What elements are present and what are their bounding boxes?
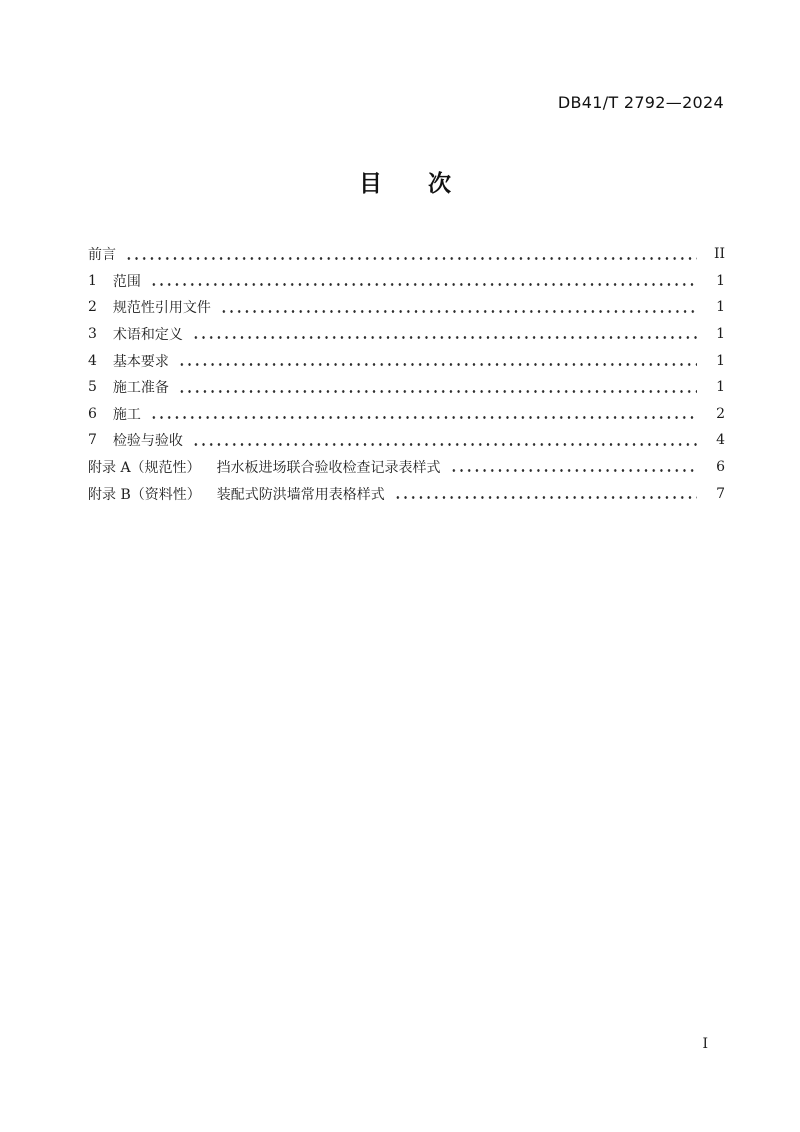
- toc-entry-page: 1: [716, 326, 725, 343]
- toc-entry-number: 4: [88, 352, 97, 369]
- dot-leader: [123, 241, 697, 268]
- toc-entry-page: 1: [716, 299, 725, 316]
- page-title: 目 次: [359, 171, 451, 197]
- toc-entry-inspection-acceptance[interactable]: [88, 427, 725, 454]
- toc-entry-appendix-b[interactable]: [88, 480, 725, 507]
- table-of-contents: [88, 241, 725, 507]
- toc-entry-title: 装配式防洪墙常用表格样式: [216, 486, 385, 503]
- dot-leader: [190, 321, 697, 348]
- toc-entry-number: 附录 A（规范性）: [88, 460, 201, 477]
- toc-entry-title: 施工: [112, 406, 141, 423]
- toc-entry-title: 施工准备: [112, 380, 169, 397]
- dot-leader: [176, 347, 697, 374]
- toc-entry-page: 1: [716, 272, 725, 289]
- dot-leader: [448, 454, 697, 481]
- toc-entry-foreword[interactable]: [88, 241, 725, 268]
- standard-number: DB41/T 2792—2024: [557, 93, 724, 112]
- toc-entry-title: 规范性引用文件: [112, 300, 211, 317]
- toc-entry-scope[interactable]: [88, 268, 725, 295]
- toc-entry-page: 6: [716, 459, 725, 476]
- toc-entry-number: 6: [88, 405, 97, 422]
- toc-entry-number: 3: [88, 326, 97, 343]
- toc-entry-number: 1: [88, 272, 97, 289]
- toc-entry-terms-definitions[interactable]: [88, 321, 725, 348]
- dot-leader: [148, 401, 697, 428]
- toc-entry-page: 2: [716, 405, 725, 422]
- toc-entry-title: 范围: [112, 273, 141, 290]
- toc-entry-construction[interactable]: [88, 401, 725, 428]
- dot-leader: [218, 294, 697, 321]
- toc-entry-basic-requirements[interactable]: [88, 347, 725, 374]
- page-number: I: [702, 1036, 708, 1052]
- dot-leader: [176, 374, 697, 401]
- toc-entry-number: 2: [88, 299, 97, 316]
- toc-entry-page: 7: [716, 485, 725, 502]
- toc-entry-page: 4: [716, 432, 725, 449]
- dot-leader: [190, 427, 697, 454]
- dot-leader: [148, 268, 697, 295]
- toc-entry-title: 挡水板进场联合验收检查记录表样式: [216, 460, 441, 477]
- toc-entry-construction-preparation[interactable]: [88, 374, 725, 401]
- toc-entry-page: 1: [716, 352, 725, 369]
- toc-entry-number: 附录 B（资料性）: [88, 486, 201, 503]
- toc-entry-normative-references[interactable]: [88, 294, 725, 321]
- toc-entry-number: 5: [88, 379, 97, 396]
- toc-entry-title: 检验与验收: [112, 433, 183, 450]
- toc-entry-number: 7: [88, 432, 97, 449]
- toc-entry-page: II: [713, 246, 725, 263]
- dot-leader: [392, 480, 697, 507]
- toc-entry-title: 前言: [88, 247, 116, 264]
- toc-entry-title: 基本要求: [112, 353, 169, 370]
- toc-entry-appendix-a[interactable]: [88, 454, 725, 481]
- toc-entry-title: 术语和定义: [112, 327, 183, 344]
- toc-entry-page: 1: [716, 379, 725, 396]
